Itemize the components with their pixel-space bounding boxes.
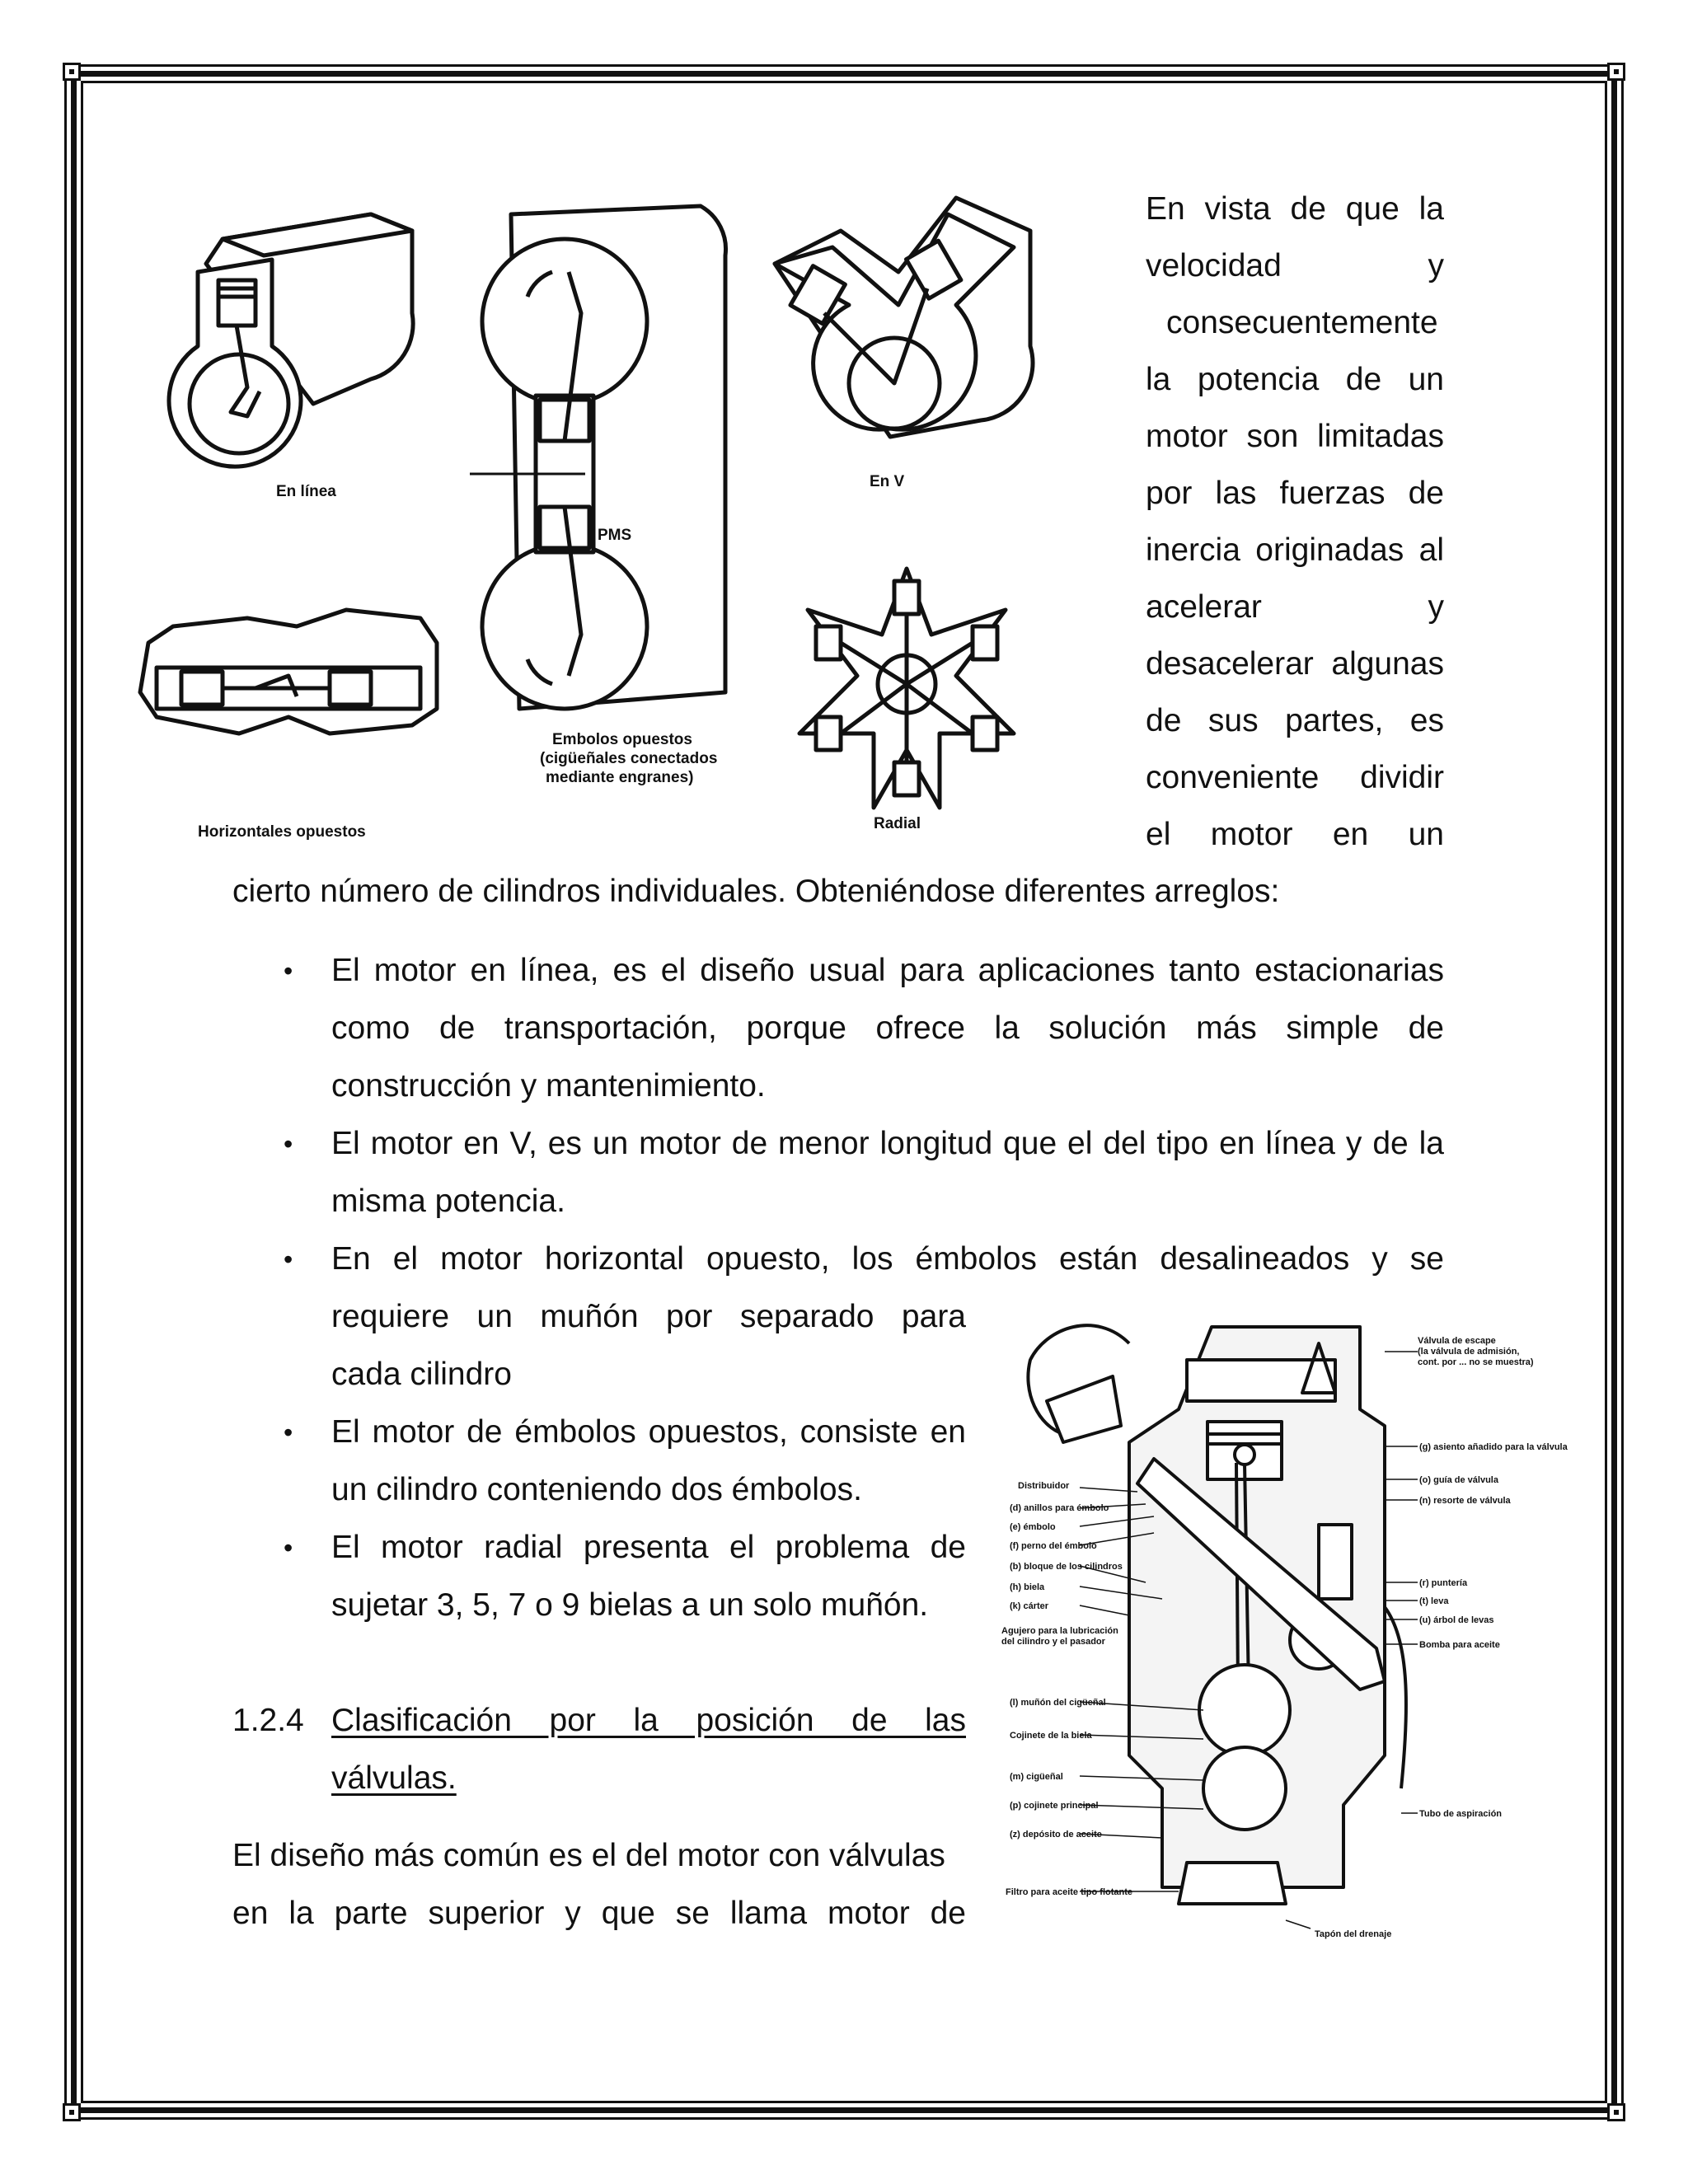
- label-asiento: (g) asiento añadido para la válvula: [1419, 1442, 1568, 1452]
- section-title-cont: válvulas.: [331, 1760, 457, 1796]
- label-arbol: (u) árbol de levas: [1419, 1615, 1494, 1625]
- intro-line: desacelerar algunas: [1146, 646, 1444, 682]
- label-valvula-escape: Válvula de escape: [1418, 1336, 1496, 1346]
- engine-cross-section-figure: [997, 1294, 1568, 1953]
- label-bloque: (b) bloque de los cilindros: [1010, 1562, 1123, 1572]
- intro-line: velocidad y: [1146, 248, 1444, 284]
- intro-tail: cierto número de cilindros individuales. Obteniéndose diferentes arreglos:: [232, 874, 1280, 909]
- inline-engine-drawing: [169, 214, 413, 466]
- label-embolo: (e) émbolo: [1010, 1522, 1056, 1532]
- bullet-1-line: El motor en línea, es el diseño usual para aplicaciones tanto estacionarias: [331, 953, 1444, 988]
- bullet-4-line: El motor de émbolos opuestos, consiste en: [331, 1414, 966, 1450]
- intro-line: motor son limitadas: [1146, 419, 1444, 454]
- engine-arrangements-figure: [124, 181, 1137, 865]
- intro-line: inercia originadas al: [1146, 532, 1444, 568]
- label-en-v: En V: [870, 473, 905, 490]
- label-embolos-opuestos-3: mediante engranes): [546, 769, 694, 786]
- label-valvula-escape-2: (la válvula de admisión,: [1418, 1347, 1520, 1357]
- label-resorte: (n) resorte de válvula: [1419, 1496, 1511, 1506]
- label-radial: Radial: [874, 815, 921, 832]
- closing-line: en la parte superior y que se llama motor de: [232, 1896, 966, 1931]
- bullet-marker: •: [284, 1244, 293, 1274]
- label-tubo: Tubo de aspiración: [1419, 1809, 1503, 1819]
- bullet-marker: •: [284, 1129, 293, 1159]
- bullet-1-line: como de transportación, porque ofrece la solución más simple de: [331, 1010, 1444, 1046]
- horizontal-opposed-drawing: [140, 610, 437, 733]
- intro-line: En vista de que la: [1146, 191, 1444, 227]
- bullet-3-line: requiere un muñón por separado para: [331, 1299, 966, 1334]
- bullet-marker: •: [284, 1533, 293, 1563]
- bullet-marker: •: [284, 1418, 293, 1447]
- label-distribuidor: Distribuidor: [1018, 1481, 1070, 1491]
- label-cojinete-principal: (p) cojinete principal: [1010, 1801, 1099, 1811]
- label-carter: (k) cárter: [1010, 1601, 1049, 1611]
- corner-ornament: [63, 2103, 81, 2121]
- label-filtro: Filtro para aceite tipo flotante: [1006, 1887, 1133, 1897]
- section-number: 1.2.4: [232, 1703, 304, 1738]
- bullet-2-line: El motor en V, es un motor de menor longitud que el del tipo en línea y de la: [331, 1126, 1444, 1161]
- label-en-linea: En línea: [276, 483, 336, 500]
- label-embolos-opuestos: Embolos opuestos: [552, 731, 692, 748]
- bullet-4-line: un cilindro conteniendo dos émbolos.: [331, 1472, 862, 1507]
- label-anillos: (d) anillos para émbolo: [1010, 1503, 1109, 1513]
- corner-ornament: [63, 63, 81, 81]
- label-bomba: Bomba para aceite: [1419, 1640, 1500, 1650]
- intro-line: la potencia de un: [1146, 362, 1444, 397]
- label-punteria: (r) puntería: [1419, 1578, 1468, 1588]
- intro-line: por las fuerzas de: [1146, 476, 1444, 511]
- label-biela: (h) biela: [1010, 1582, 1045, 1592]
- bullet-3-line: cada cilindro: [331, 1357, 512, 1392]
- label-guia: (o) guía de válvula: [1419, 1475, 1498, 1485]
- label-valvula-escape-3: cont. por ... no se muestra): [1418, 1357, 1534, 1367]
- section-title: Clasificación por la posición de las: [331, 1703, 966, 1738]
- label-pms: PMS: [598, 527, 632, 544]
- label-munon: (l) muñón del cigüeñal: [1010, 1698, 1106, 1708]
- intro-line: consecuentemente: [1166, 305, 1438, 340]
- bullet-5-line: El motor radial presenta el problema de: [331, 1530, 966, 1565]
- bullet-2-line: misma potencia.: [331, 1183, 565, 1219]
- opposed-pistons-drawing: [470, 206, 726, 709]
- label-leva: (t) leva: [1419, 1596, 1449, 1606]
- label-agujero-2: del cilindro y el pasador: [1001, 1637, 1105, 1647]
- intro-line: el motor en un: [1146, 817, 1444, 852]
- bullet-3-line: En el motor horizontal opuesto, los émbolos están desalineados y se: [331, 1241, 1444, 1277]
- corner-ornament: [1607, 63, 1625, 81]
- intro-line: de sus partes, es: [1146, 703, 1444, 738]
- label-perno: (f) perno del émbolo: [1010, 1541, 1097, 1551]
- closing-line: El diseño más común es el del motor con válvulas: [232, 1838, 945, 1873]
- bullet-5-line: sujetar 3, 5, 7 o 9 bielas a un solo muñón.: [331, 1587, 929, 1623]
- bullet-1-line: construcción y mantenimiento.: [331, 1068, 766, 1104]
- label-agujero: Agujero para la lubricación: [1001, 1626, 1118, 1636]
- bullet-marker: •: [284, 956, 293, 986]
- label-ciguenal: (m) cigüeñal: [1010, 1772, 1063, 1782]
- label-cojinete-biela: Cojinete de la biela: [1010, 1731, 1092, 1741]
- corner-ornament: [1607, 2103, 1625, 2121]
- intro-line: acelerar y: [1146, 589, 1444, 625]
- label-embolos-opuestos-2: (cigüeñales conectados: [540, 750, 718, 767]
- label-horizontales-opuestos: Horizontales opuestos: [198, 823, 366, 841]
- label-tapon: Tapón del drenaje: [1315, 1929, 1392, 1939]
- intro-line: conveniente dividir: [1146, 760, 1444, 795]
- label-deposito: (z) depósito de aceite: [1010, 1830, 1102, 1840]
- radial-engine-drawing: [799, 569, 1014, 808]
- v-engine-drawing: [775, 198, 1033, 437]
